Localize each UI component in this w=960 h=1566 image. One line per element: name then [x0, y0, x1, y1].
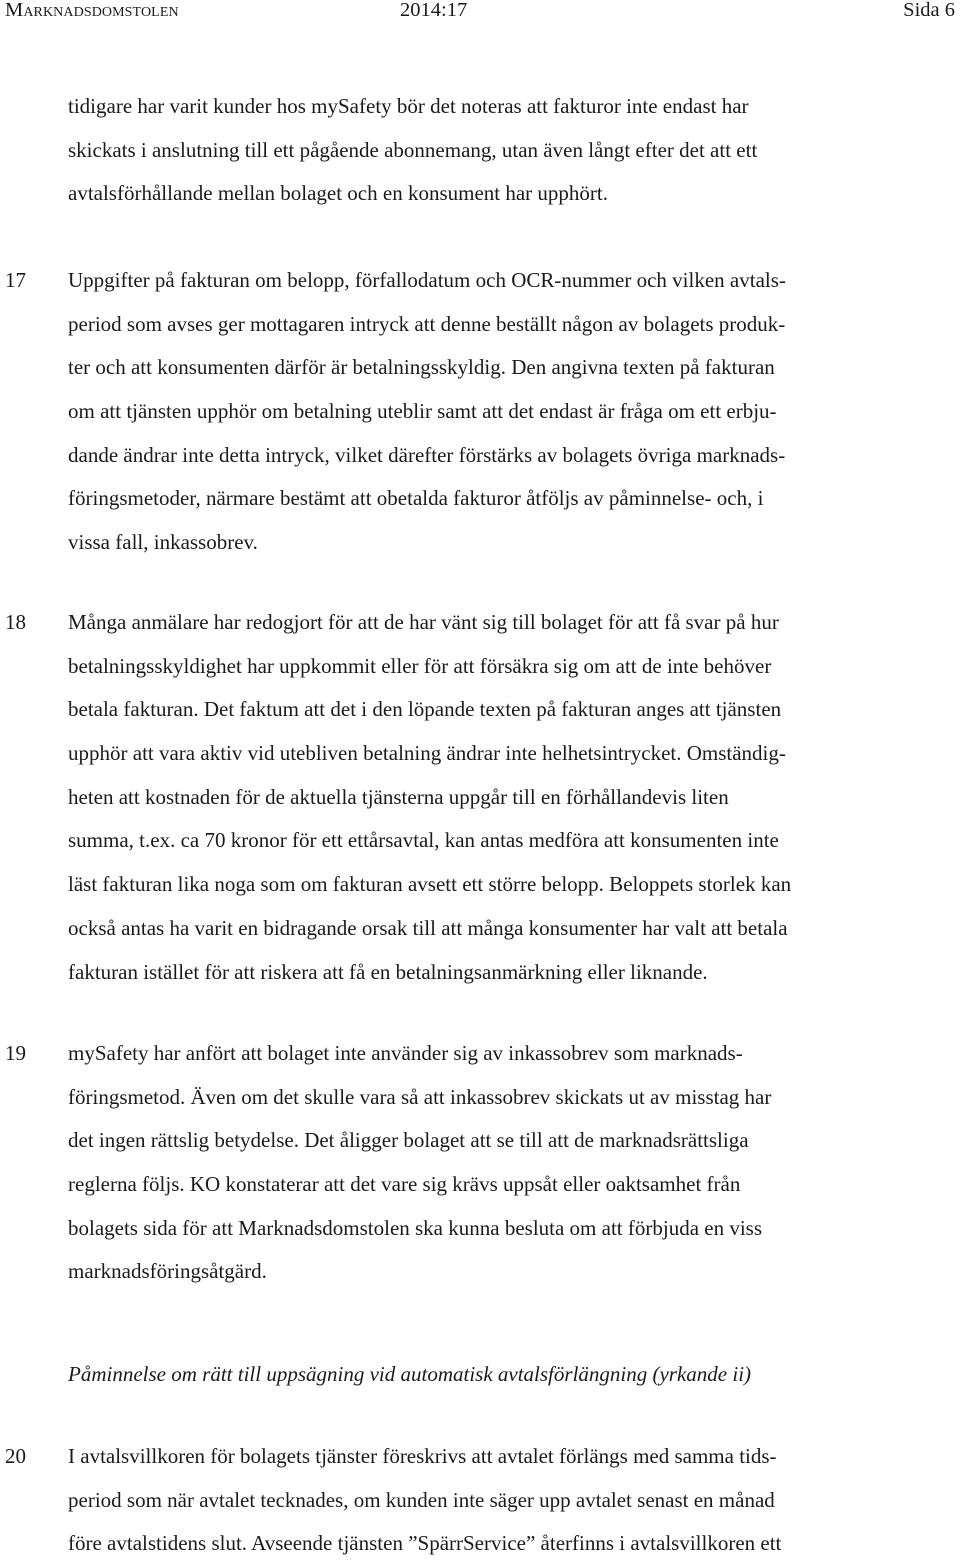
paragraph-text [68, 1032, 958, 1294]
text-line: föringsmetod. Även om det skulle vara så att inkassobrev skickats ut av misstag har [68, 1084, 772, 1109]
paragraph-number: 19 [5, 1041, 26, 1065]
text-line: före avtalstidens slut. Avseende tjänsten ”SpärrService” återfinns i avtalsvillkoren ett [68, 1531, 782, 1556]
page-header [0, 0, 960, 30]
text-line: betalningsskyldighet har uppkommit eller för att försäkra sig om att de inte behöver [68, 653, 772, 678]
text-line: summa, t.ex. ca 70 kronor för ett ettårsavtal, kan antas medföra att konsumenten inte [68, 828, 779, 853]
text-line: I avtalsvillkoren för bolagets tjänster föreskrivs att avtalet förlängs med samma tids- [68, 1444, 777, 1468]
court-name: Marknadsdomstolen [5, 0, 179, 21]
text-line: heten att kostnaden för de aktuella tjänsterna uppgår till en förhållandevis liten [68, 784, 729, 809]
text-line: marknadsföringsåtgärd. [68, 1259, 267, 1284]
text-line: Uppgifter på fakturan om belopp, förfallodatum och OCR-nummer och vilken avtals- [68, 268, 786, 292]
paragraph-text [68, 601, 958, 994]
page-number: Sida 6 [903, 0, 955, 21]
text-line: betala fakturan. Det faktum att det i den löpande texten på fakturan anges att tjänsten [68, 697, 782, 722]
text-line: läst fakturan lika noga som om fakturan avsett ett större belopp. Beloppets storlek kan [68, 872, 792, 897]
text-line: ter och att konsumenten därför är betalningsskyldig. Den angivna texten på fakturan [68, 355, 775, 380]
text-line: skickats i anslutning till ett pågående abonnemang, utan även långt efter det att ett [68, 137, 758, 162]
paragraph-text [68, 85, 958, 216]
text-line: dande ändrar inte detta intryck, vilket därefter förstärks av bolagets övriga marknads- [68, 442, 786, 467]
text-line: om att tjänsten upphör om betalning uteblir samt att det endast är fråga om ett erbju- [68, 399, 777, 424]
text-line: tidigare har varit kunder hos mySafety bör det noteras att fakturor inte endast har [68, 94, 749, 118]
text-line: period som avses ger mottagaren intryck att denne beställt någon av bolagets produk- [68, 311, 786, 336]
text-line: bolagets sida för att Marknadsdomstolen ska kunna besluta om att förbjuda en viss [68, 1215, 763, 1240]
text-line: också antas ha varit en bidragande orsak till att många konsumenter har valt att betala [68, 915, 788, 940]
paragraph-number: 17 [5, 268, 26, 292]
paragraph-text [68, 259, 958, 565]
text-line: reglerna följs. KO konstaterar att det vare sig krävs uppsåt eller oaktsamhet från [68, 1172, 741, 1197]
section-heading: Påminnelse om rätt till uppsägning vid automatisk avtalsförlängning (yrkande ii) [68, 1362, 752, 1386]
paragraph-number: 18 [5, 610, 26, 634]
text-line: mySafety har anfört att bolaget inte använder sig av inkassobrev som marknads- [68, 1041, 743, 1065]
case-number: 2014:17 [400, 0, 468, 21]
paragraph-text [68, 1435, 958, 1566]
text-line: period som när avtalet tecknades, om kunden inte säger upp avtalet senast en månad [68, 1487, 775, 1512]
text-line: Många anmälare har redogjort för att de har vänt sig till bolaget för att få svar på hur [68, 610, 779, 634]
text-line: avtalsförhållande mellan bolaget och en konsument har upphört. [68, 181, 609, 206]
text-line: det ingen rättslig betydelse. Det åligger bolaget att se till att de marknadsrättsliga [68, 1128, 749, 1153]
paragraph-number: 20 [5, 1444, 26, 1468]
text-line: fakturan istället för att riskera att få en betalningsanmärkning eller liknande. [68, 959, 708, 984]
text-line: upphör att vara aktiv vid utebliven betalning ändrar inte helhetsintrycket. Omständig- [68, 741, 786, 766]
text-line: vissa fall, inkassobrev. [68, 530, 258, 555]
text-line: föringsmetoder, närmare bestämt att obetalda fakturor åtföljs av påminnelse- och, i [68, 486, 764, 511]
